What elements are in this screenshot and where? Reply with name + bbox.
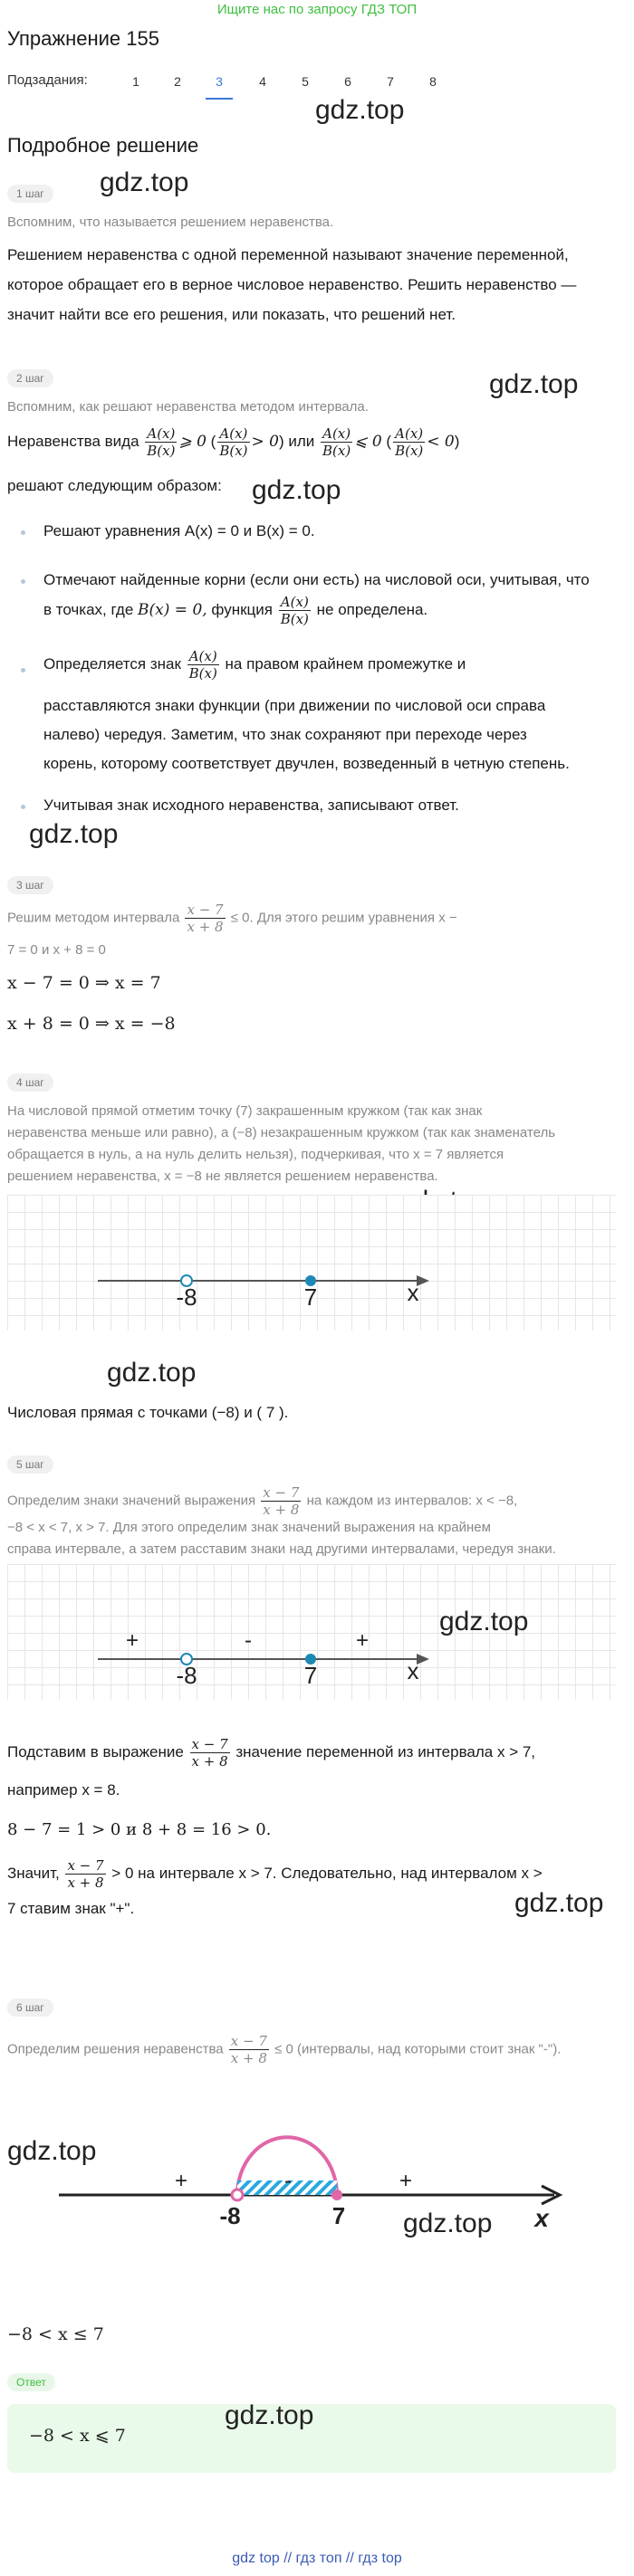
watermark: gdz.top	[100, 167, 189, 197]
fraction: $\frac{A(x)}{B(x)}$	[188, 648, 217, 682]
axis-label: x	[407, 1279, 419, 1306]
bullet-dot	[21, 805, 25, 809]
tab-4[interactable]: 4	[259, 74, 266, 89]
watermark: gdz.top	[315, 95, 405, 125]
fraction: $\frac{x - 7}{x + 8}$	[67, 1857, 104, 1891]
step-label: 5 шаг	[7, 1455, 53, 1474]
open-point	[232, 2190, 243, 2200]
conclusion-line-2: 7 ставим знак "+".	[7, 1900, 135, 1917]
top-banner[interactable]: Ищите нас по запросу ГДЗ ТОП	[216, 2, 418, 17]
number-line-figure-1	[7, 1195, 616, 1331]
step-label: 2 шаг	[7, 369, 53, 387]
step-hint: Вспомним, как решают неравенства методом интервала.	[7, 399, 369, 415]
fraction: $\frac{A(x)}{B(x)}$	[147, 425, 176, 459]
point-label: 7	[303, 1283, 318, 1311]
number-line-svg	[7, 1195, 616, 1331]
watermark: gdz.top	[514, 1888, 604, 1918]
watermark: gdz.top	[29, 819, 119, 849]
step-hint: Определим решения неравенства $\frac{x - 7}{x + 8}$ ≤ 0 (интервалы, над которыми стоит знак "-").	[7, 2033, 562, 2066]
equation-2: x + 8 = 0 ⇒ x = −8	[7, 1014, 176, 1034]
point-label: -8	[176, 1662, 197, 1689]
definition-text: Решением неравенства с одной переменной называют значение переменной, которое обращает его в верное числовое неравенство. Решить неравенство — значит найти все его решения, или показать, что решений нет.	[7, 246, 577, 323]
calc-line: 8 − 7 = 1 > 0 и 8 + 8 = 16 > 0.	[7, 1820, 272, 1839]
forms-lead: Неравенства вида	[7, 432, 139, 450]
step-text: −8 < x < 7, x > 7. Для этого определим знак значений выражения на крайнем	[7, 1520, 491, 1535]
fraction: $\frac{x - 7}{x + 8}$	[263, 1484, 300, 1518]
tab-8[interactable]: 8	[429, 74, 437, 89]
closed-point	[331, 2190, 342, 2200]
watermark: gdz.top	[403, 2209, 493, 2238]
fraction: $\frac{x - 7}{x + 8}$	[230, 2033, 267, 2066]
tab-6[interactable]: 6	[344, 74, 351, 89]
fraction: $\frac{x - 7}{x + 8}$	[191, 1736, 228, 1770]
step-label: 6 шаг	[7, 1999, 53, 2017]
watermark: gdz.top	[252, 475, 341, 505]
sign-plus: +	[125, 1628, 139, 1653]
axis-label: x	[407, 1657, 419, 1684]
page-title: Упражнение 155	[7, 27, 159, 50]
watermark: gdz.top	[225, 2400, 314, 2430]
watermark: gdz.top	[7, 2136, 97, 2166]
point-label: -8	[219, 2202, 241, 2229]
example-line: например x = 8.	[7, 1781, 120, 1798]
point-label: 7	[303, 1662, 318, 1689]
sign-minus: -	[284, 2169, 292, 2193]
inequality-forms: Неравенства вида $\frac{A(x)}{B(x)}$ ⩾ 0 ( $\frac{A(x)}{B(x)}$ > 0) или $\frac{A(x)}{B(x)}$ ⩽ 0 ( $\frac{A(x)}{B(x)}$ < 0)	[7, 425, 460, 459]
watermark: gdz.top	[439, 1607, 529, 1636]
fraction: $\frac{A(x)}{B(x)}$	[280, 594, 309, 627]
bullet-dot	[21, 579, 25, 584]
forms-tail: решают следующим образом:	[7, 477, 222, 494]
bullet-2b: в точках, где B(x) = 0, функция $\frac{A(x)}{B(x)}$ не определена.	[43, 594, 428, 627]
bullet-dot	[21, 668, 25, 673]
point-label: 7	[331, 2202, 346, 2229]
equation-1: x − 7 = 0 ⇒ x = 7	[7, 973, 161, 993]
step-text: неравенства меньше или равно), а (−8) незакрашенным кружком (так как знаменатель	[7, 1125, 556, 1140]
bullet-3a: Определяется знак $\frac{A(x)}{B(x)}$ на правом крайнем промежутке и	[43, 648, 466, 682]
watermark: gdz.top	[107, 1358, 197, 1388]
bullet-4: Учитывая знак исходного неравенства, записывают ответ.	[43, 797, 459, 814]
fraction: $\frac{A(x)}{B(x)}$	[395, 425, 424, 459]
tab-2[interactable]: 2	[174, 74, 181, 89]
bullet-3d: корень, которому соответствует двучлен, возведенный в четную степень.	[43, 755, 570, 772]
answer-box	[7, 2400, 616, 2473]
axis-label: x	[534, 2204, 549, 2232]
bullet-1: Решают уравнения A(x) = 0 и B(x) = 0.	[43, 522, 315, 539]
fraction: $\frac{A(x)}{B(x)}$	[322, 425, 351, 459]
step-hint: Вспомним, что называется решением неравенства.	[7, 215, 334, 230]
bullet-dot	[21, 530, 25, 535]
point-label: -8	[176, 1283, 197, 1311]
sign-plus: +	[399, 2169, 413, 2193]
sign-plus: +	[355, 1628, 370, 1653]
step-text: решением неравенства, x = −8 не является решением неравенства.	[7, 1169, 438, 1184]
figure-caption: Числовая прямая с точками (−8) и ( 7 ).	[7, 1404, 289, 1421]
step-label: 1 шаг	[7, 185, 53, 203]
sign-minus: -	[245, 1628, 252, 1653]
answer-value: −8 < x ⩽ 7	[29, 2426, 126, 2446]
solution-number-line	[0, 2100, 634, 2245]
tab-3[interactable]: 3	[206, 63, 233, 100]
watermark: gdz.top	[489, 369, 579, 399]
tab-5[interactable]: 5	[302, 74, 309, 89]
tab-7[interactable]: 7	[387, 74, 394, 89]
fraction: $\frac{A(x)}{B(x)}$	[219, 425, 248, 459]
subtasks-label: Подзадания:	[7, 72, 88, 88]
bullet-3b: расставляются знаки функции (при движении по числовой оси справа	[43, 697, 546, 714]
step-text: Определим знаки значений выражения $\frac{x - 7}{x + 8}$ на каждом из интервалов: x < −8,	[7, 1484, 518, 1518]
step-hint: 7 = 0 и x + 8 = 0	[7, 942, 106, 958]
step-text: справа интервале, а затем расставим знаки над другими интервалами, чередуя знаки.	[7, 1541, 556, 1557]
bullet-2a: Отмечают найденные корни (если они есть) на числовой оси, учитывая, что	[43, 571, 590, 588]
section-title: Подробное решение	[7, 134, 199, 157]
tab-1[interactable]: 1	[132, 74, 139, 89]
result-line: −8 < x ≤ 7	[7, 2324, 104, 2344]
conclusion-line: Значит, $\frac{x - 7}{x + 8}$ > 0 на интервале x > 7. Следовательно, над интервалом x >	[7, 1857, 543, 1891]
answer-label: Ответ	[7, 2373, 55, 2391]
sign-plus: +	[174, 2169, 188, 2193]
footer-links[interactable]: gdz top // гдз топ // гдз top	[232, 2551, 402, 2566]
step-label: 3 шаг	[7, 876, 53, 894]
bullet-3c: налево) чередуя. Заметим, что знак сохраняют при переходе через	[43, 726, 527, 743]
step-text: На числовой прямой отметим точку (7) закрашенным кружком (так как знак	[7, 1103, 483, 1119]
step-label: 4 шаг	[7, 1073, 53, 1092]
step-text: обращается в нуль, а на нуль делить нельзя), подчеркивая, что x = 7 является	[7, 1147, 504, 1162]
substitution-line: Подставим в выражение $\frac{x - 7}{x + 8}$ значение переменной из интервала x > 7,	[7, 1736, 536, 1770]
step-hint: Решим методом интервала $\frac{x - 7}{x + 8}$ ≤ 0. Для этого решим уравнения x −	[7, 902, 457, 935]
fraction: $\frac{x - 7}{x + 8}$	[187, 902, 224, 935]
